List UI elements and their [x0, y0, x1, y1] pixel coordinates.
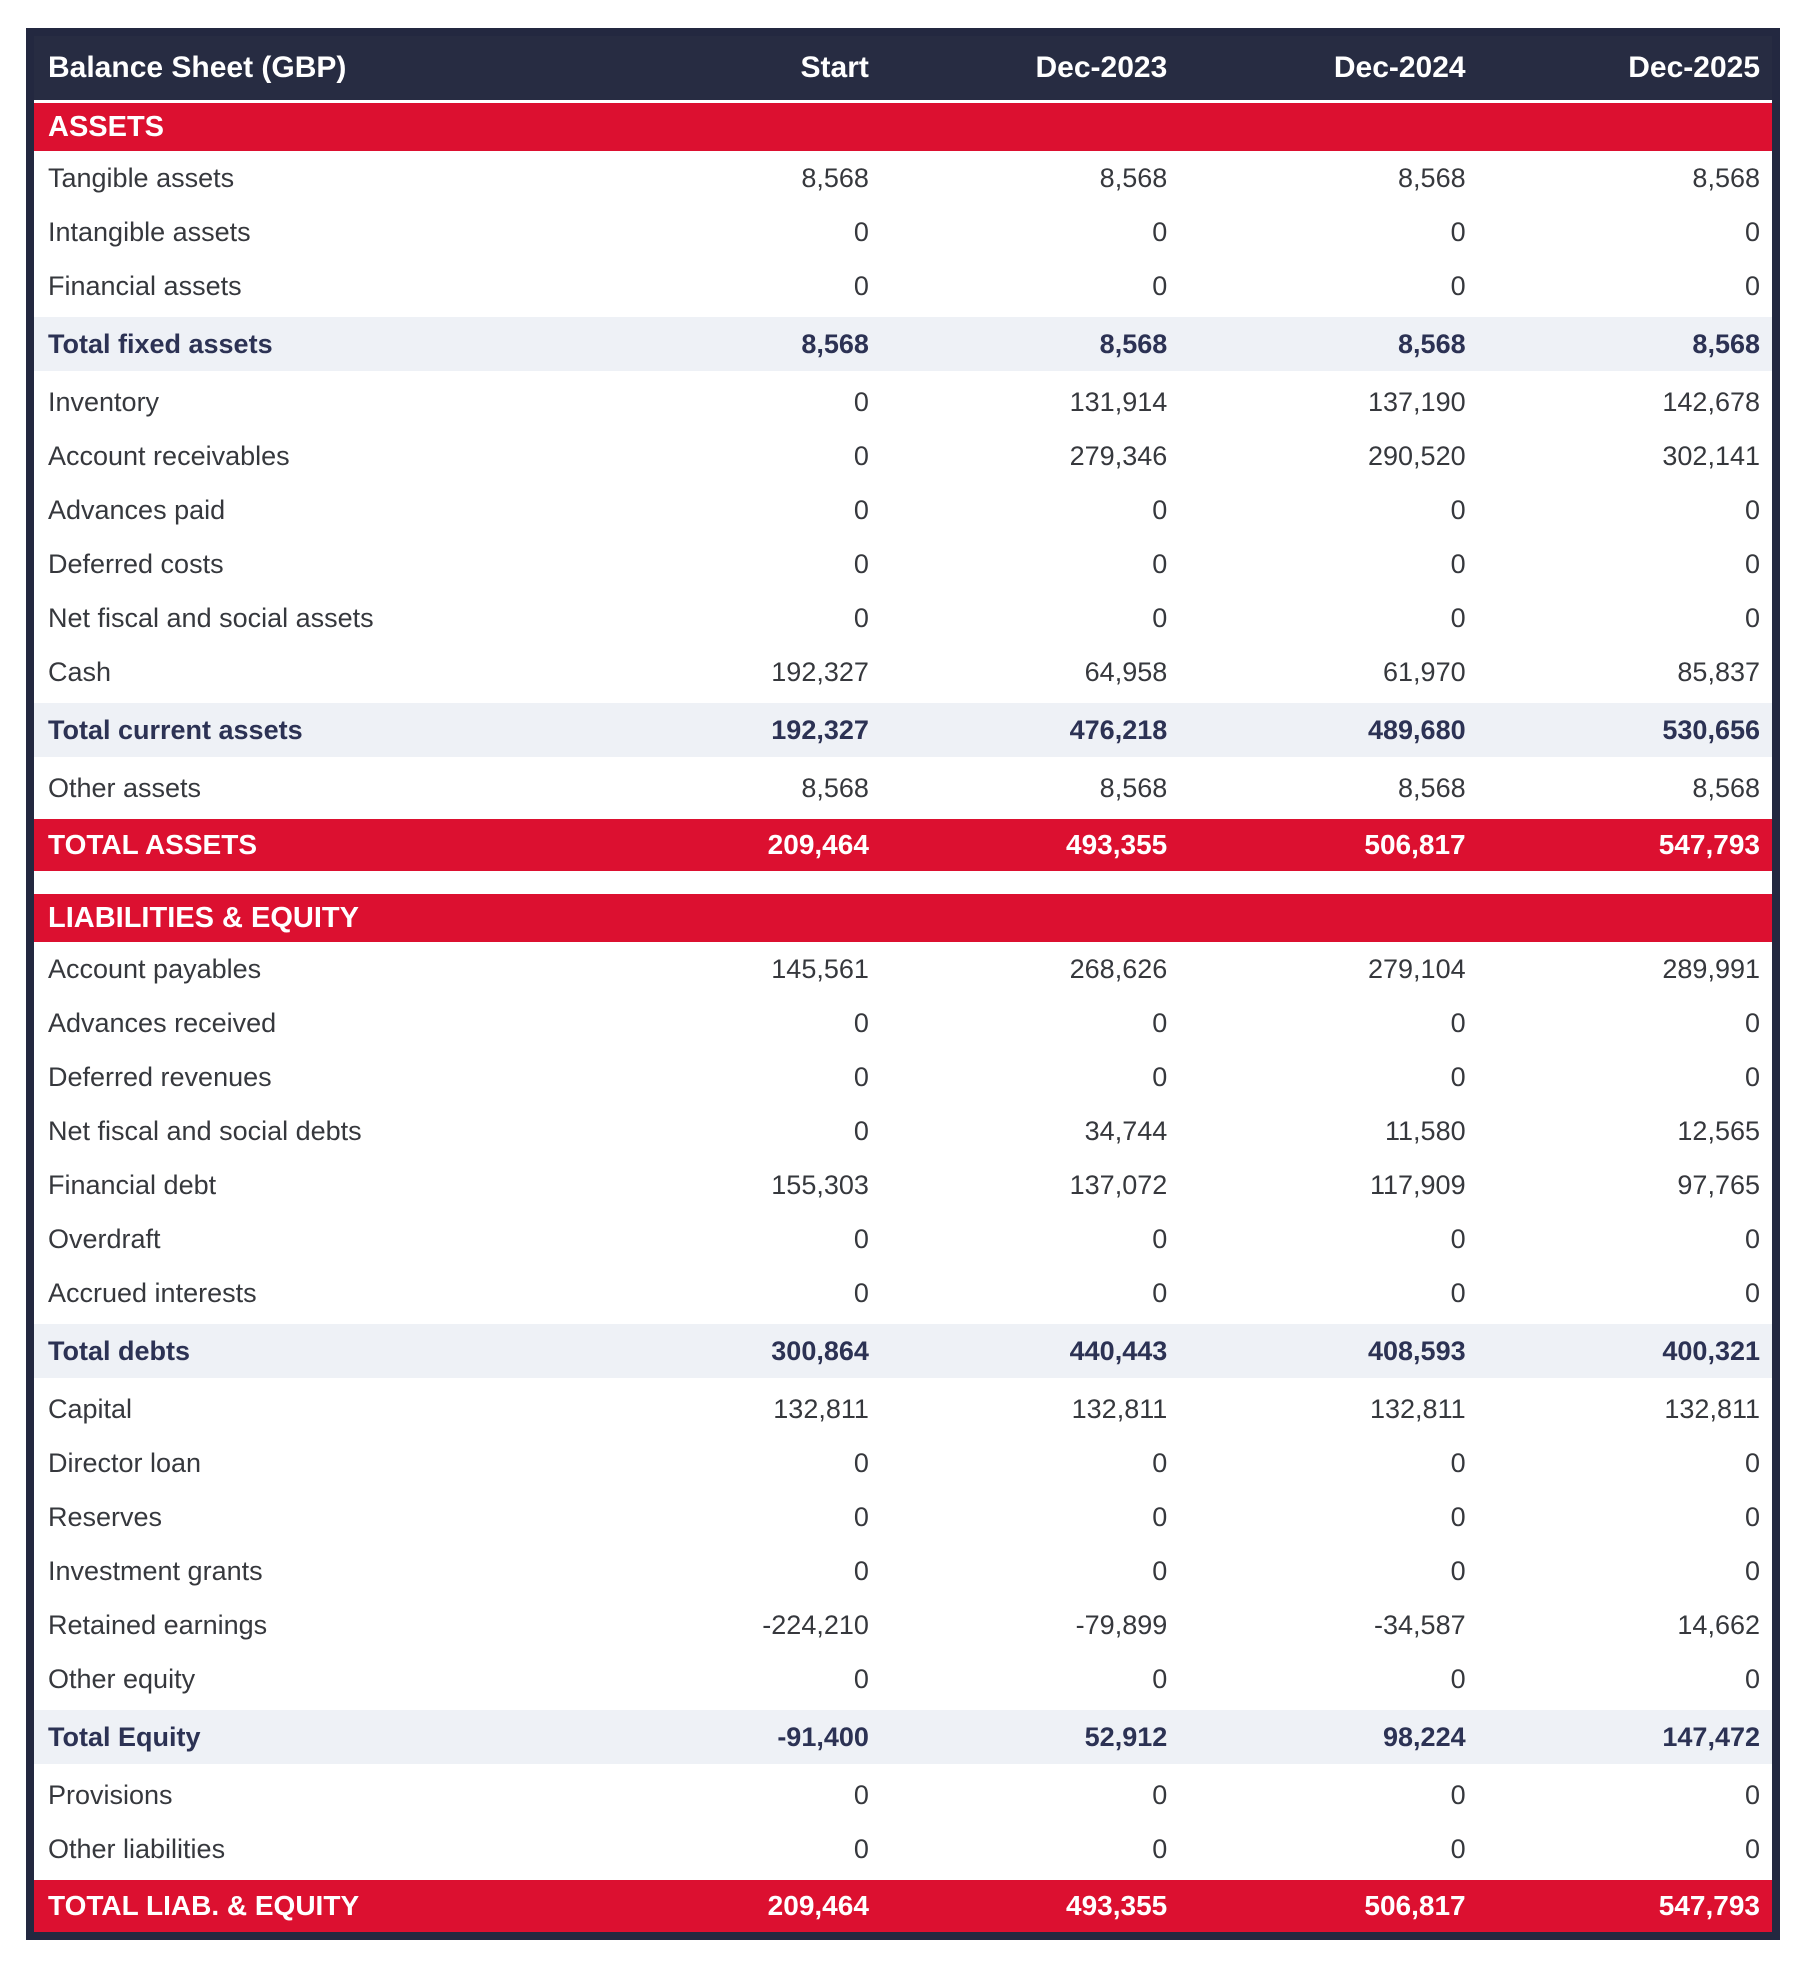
row-label: Advances received	[30, 996, 583, 1050]
row-label: Retained earnings	[30, 1598, 583, 1652]
table-header-row	[30, 32, 1776, 102]
cell-dec-2025: 14,662	[1478, 1598, 1776, 1652]
cell-dec-2024: 117,909	[1179, 1158, 1477, 1212]
cell-dec-2023: 8,568	[881, 315, 1179, 373]
subtotal-row	[30, 315, 1776, 373]
cell-dec-2024: 0	[1179, 1436, 1477, 1490]
cell-dec-2023: 131,914	[881, 373, 1179, 429]
row-label: TOTAL ASSETS	[30, 817, 583, 871]
table-row	[30, 1598, 1776, 1652]
row-label: Accrued interests	[30, 1266, 583, 1322]
row-label: Inventory	[30, 373, 583, 429]
cell-start: 300,864	[583, 1322, 881, 1380]
cell-start: 0	[583, 1436, 881, 1490]
cell-dec-2023: 64,958	[881, 645, 1179, 701]
cell-dec-2023: 34,744	[881, 1104, 1179, 1158]
row-label: Other liabilities	[30, 1822, 583, 1878]
cell-dec-2025: 302,141	[1478, 429, 1776, 483]
table-row	[30, 1212, 1776, 1266]
table-title: Balance Sheet (GBP)	[30, 32, 583, 102]
row-label: Other assets	[30, 759, 583, 817]
cell-start: 192,327	[583, 645, 881, 701]
table-row	[30, 259, 1776, 315]
cell-dec-2024: -34,587	[1179, 1598, 1477, 1652]
cell-dec-2023: 0	[881, 259, 1179, 315]
cell-dec-2025: 0	[1478, 1266, 1776, 1322]
cell-dec-2023: 8,568	[881, 151, 1179, 205]
cell-dec-2023: 493,355	[881, 1878, 1179, 1936]
row-label: Total debts	[30, 1322, 583, 1380]
cell-start: 0	[583, 1490, 881, 1544]
balance-sheet-table	[26, 28, 1780, 1940]
column-header-dec-2025: Dec-2025	[1478, 32, 1776, 102]
table-row	[30, 429, 1776, 483]
table-row	[30, 1050, 1776, 1104]
cell-start: 0	[583, 259, 881, 315]
cell-dec-2025: 8,568	[1478, 151, 1776, 205]
cell-dec-2023: 0	[881, 1436, 1179, 1490]
cell-dec-2025: 0	[1478, 483, 1776, 537]
cell-dec-2025: 132,811	[1478, 1380, 1776, 1436]
cell-dec-2024: 8,568	[1179, 151, 1477, 205]
cell-start: 209,464	[583, 817, 881, 871]
table-row	[30, 759, 1776, 817]
row-label: Reserves	[30, 1490, 583, 1544]
cell-dec-2025: 0	[1478, 591, 1776, 645]
cell-dec-2024: 506,817	[1179, 1878, 1477, 1936]
cell-dec-2023: 8,568	[881, 759, 1179, 817]
cell-start: 0	[583, 483, 881, 537]
cell-start: 0	[583, 996, 881, 1050]
cell-dec-2025: 142,678	[1478, 373, 1776, 429]
cell-start: 0	[583, 373, 881, 429]
cell-dec-2023: 0	[881, 1212, 1179, 1266]
cell-dec-2025: 0	[1478, 259, 1776, 315]
cell-dec-2025: 0	[1478, 537, 1776, 591]
cell-dec-2023: 137,072	[881, 1158, 1179, 1212]
row-label: Deferred revenues	[30, 1050, 583, 1104]
cell-dec-2025: 8,568	[1478, 315, 1776, 373]
table-row	[30, 1490, 1776, 1544]
section-band-row	[30, 102, 1776, 152]
row-label: Financial assets	[30, 259, 583, 315]
row-label: Advances paid	[30, 483, 583, 537]
cell-start: 0	[583, 205, 881, 259]
subtotal-row	[30, 701, 1776, 759]
row-label: Account payables	[30, 942, 583, 996]
row-label: Total current assets	[30, 701, 583, 759]
spacer-cell	[30, 871, 1776, 893]
cell-start: 0	[583, 1652, 881, 1708]
cell-dec-2024: 0	[1179, 1050, 1477, 1104]
cell-dec-2023: 132,811	[881, 1380, 1179, 1436]
cell-dec-2025: 0	[1478, 205, 1776, 259]
cell-dec-2025: 0	[1478, 1652, 1776, 1708]
cell-dec-2025: 85,837	[1478, 645, 1776, 701]
row-label: Overdraft	[30, 1212, 583, 1266]
cell-start: 0	[583, 537, 881, 591]
cell-start: 0	[583, 591, 881, 645]
cell-dec-2023: 0	[881, 205, 1179, 259]
table-row	[30, 591, 1776, 645]
table-row	[30, 205, 1776, 259]
cell-start: 0	[583, 1212, 881, 1266]
spacer-row	[30, 871, 1776, 893]
row-label: Net fiscal and social assets	[30, 591, 583, 645]
subtotal-row	[30, 1322, 1776, 1380]
section-band-label: LIABILITIES & EQUITY	[30, 893, 1776, 943]
row-label: Net fiscal and social debts	[30, 1104, 583, 1158]
table-row	[30, 1266, 1776, 1322]
cell-dec-2024: 0	[1179, 205, 1477, 259]
cell-start: 0	[583, 1104, 881, 1158]
row-label: Tangible assets	[30, 151, 583, 205]
cell-dec-2023: 476,218	[881, 701, 1179, 759]
cell-dec-2025: 400,321	[1478, 1322, 1776, 1380]
cell-dec-2024: 98,224	[1179, 1708, 1477, 1766]
cell-start: 8,568	[583, 759, 881, 817]
cell-dec-2025: 97,765	[1478, 1158, 1776, 1212]
table-row	[30, 151, 1776, 205]
cell-dec-2023: 0	[881, 1766, 1179, 1822]
cell-dec-2024: 8,568	[1179, 315, 1477, 373]
section-band-row	[30, 893, 1776, 943]
cell-dec-2024: 279,104	[1179, 942, 1477, 996]
row-label: Investment grants	[30, 1544, 583, 1598]
cell-dec-2023: 268,626	[881, 942, 1179, 996]
cell-dec-2025: 0	[1478, 996, 1776, 1050]
cell-dec-2024: 0	[1179, 1652, 1477, 1708]
table-row	[30, 996, 1776, 1050]
cell-start: -91,400	[583, 1708, 881, 1766]
cell-dec-2023: 0	[881, 1050, 1179, 1104]
cell-start: -224,210	[583, 1598, 881, 1652]
cell-start: 192,327	[583, 701, 881, 759]
cell-dec-2024: 0	[1179, 1544, 1477, 1598]
row-label: Account receivables	[30, 429, 583, 483]
cell-dec-2024: 0	[1179, 996, 1477, 1050]
cell-start: 8,568	[583, 151, 881, 205]
cell-start: 0	[583, 1050, 881, 1104]
table-row	[30, 942, 1776, 996]
table-row	[30, 1158, 1776, 1212]
cell-dec-2025: 12,565	[1478, 1104, 1776, 1158]
cell-dec-2023: 0	[881, 1652, 1179, 1708]
cell-dec-2024: 61,970	[1179, 645, 1477, 701]
table-row	[30, 1822, 1776, 1878]
table-row	[30, 1544, 1776, 1598]
table-row	[30, 483, 1776, 537]
cell-dec-2025: 8,568	[1478, 759, 1776, 817]
cell-dec-2024: 0	[1179, 1212, 1477, 1266]
cell-start: 8,568	[583, 315, 881, 373]
cell-dec-2023: 0	[881, 483, 1179, 537]
cell-dec-2025: 147,472	[1478, 1708, 1776, 1766]
table-row	[30, 1652, 1776, 1708]
cell-dec-2024: 0	[1179, 259, 1477, 315]
cell-dec-2024: 408,593	[1179, 1322, 1477, 1380]
subtotal-row	[30, 1708, 1776, 1766]
cell-dec-2024: 290,520	[1179, 429, 1477, 483]
cell-start: 0	[583, 1266, 881, 1322]
cell-dec-2023: 279,346	[881, 429, 1179, 483]
cell-dec-2023: 0	[881, 591, 1179, 645]
grand-total-row	[30, 1878, 1776, 1936]
cell-dec-2024: 137,190	[1179, 373, 1477, 429]
cell-start: 0	[583, 1544, 881, 1598]
column-header-dec-2024: Dec-2024	[1179, 32, 1477, 102]
row-label: Total Equity	[30, 1708, 583, 1766]
table-row	[30, 645, 1776, 701]
cell-start: 0	[583, 1822, 881, 1878]
section-band-label: ASSETS	[30, 102, 1776, 152]
cell-dec-2023: -79,899	[881, 1598, 1179, 1652]
cell-dec-2023: 440,443	[881, 1322, 1179, 1380]
cell-start: 145,561	[583, 942, 881, 996]
row-label: Financial debt	[30, 1158, 583, 1212]
cell-start: 0	[583, 429, 881, 483]
cell-dec-2024: 0	[1179, 483, 1477, 537]
row-label: Capital	[30, 1380, 583, 1436]
row-label: Director loan	[30, 1436, 583, 1490]
cell-dec-2024: 11,580	[1179, 1104, 1477, 1158]
row-label: Provisions	[30, 1766, 583, 1822]
cell-dec-2025: 0	[1478, 1544, 1776, 1598]
cell-start: 209,464	[583, 1878, 881, 1936]
cell-dec-2025: 0	[1478, 1050, 1776, 1104]
table-row	[30, 373, 1776, 429]
row-label: Intangible assets	[30, 205, 583, 259]
cell-dec-2025: 530,656	[1478, 701, 1776, 759]
row-label: Other equity	[30, 1652, 583, 1708]
cell-dec-2023: 493,355	[881, 817, 1179, 871]
cell-dec-2023: 52,912	[881, 1708, 1179, 1766]
cell-dec-2024: 506,817	[1179, 817, 1477, 871]
cell-dec-2025: 0	[1478, 1490, 1776, 1544]
table-row	[30, 1436, 1776, 1490]
cell-dec-2023: 0	[881, 996, 1179, 1050]
row-label: Total fixed assets	[30, 315, 583, 373]
cell-dec-2025: 289,991	[1478, 942, 1776, 996]
table-row	[30, 1766, 1776, 1822]
cell-dec-2025: 547,793	[1478, 817, 1776, 871]
cell-dec-2025: 0	[1478, 1766, 1776, 1822]
cell-dec-2024: 0	[1179, 537, 1477, 591]
cell-dec-2024: 0	[1179, 1266, 1477, 1322]
cell-dec-2025: 0	[1478, 1212, 1776, 1266]
cell-dec-2025: 0	[1478, 1436, 1776, 1490]
cell-dec-2025: 547,793	[1478, 1878, 1776, 1936]
cell-start: 155,303	[583, 1158, 881, 1212]
cell-dec-2023: 0	[881, 1544, 1179, 1598]
column-header-dec-2023: Dec-2023	[881, 32, 1179, 102]
cell-dec-2023: 0	[881, 1822, 1179, 1878]
cell-dec-2023: 0	[881, 1490, 1179, 1544]
cell-dec-2024: 8,568	[1179, 759, 1477, 817]
cell-start: 132,811	[583, 1380, 881, 1436]
table-row	[30, 1380, 1776, 1436]
row-label: Deferred costs	[30, 537, 583, 591]
table-body	[30, 102, 1776, 1937]
cell-dec-2024: 0	[1179, 1490, 1477, 1544]
cell-dec-2024: 0	[1179, 591, 1477, 645]
cell-dec-2023: 0	[881, 537, 1179, 591]
table-row	[30, 537, 1776, 591]
cell-dec-2023: 0	[881, 1266, 1179, 1322]
cell-dec-2024: 132,811	[1179, 1380, 1477, 1436]
cell-dec-2025: 0	[1478, 1822, 1776, 1878]
column-header-start: Start	[583, 32, 881, 102]
table-row	[30, 1104, 1776, 1158]
row-label: Cash	[30, 645, 583, 701]
cell-start: 0	[583, 1766, 881, 1822]
row-label: TOTAL LIAB. & EQUITY	[30, 1878, 583, 1936]
cell-dec-2024: 489,680	[1179, 701, 1477, 759]
cell-dec-2024: 0	[1179, 1766, 1477, 1822]
grand-total-row	[30, 817, 1776, 871]
cell-dec-2024: 0	[1179, 1822, 1477, 1878]
